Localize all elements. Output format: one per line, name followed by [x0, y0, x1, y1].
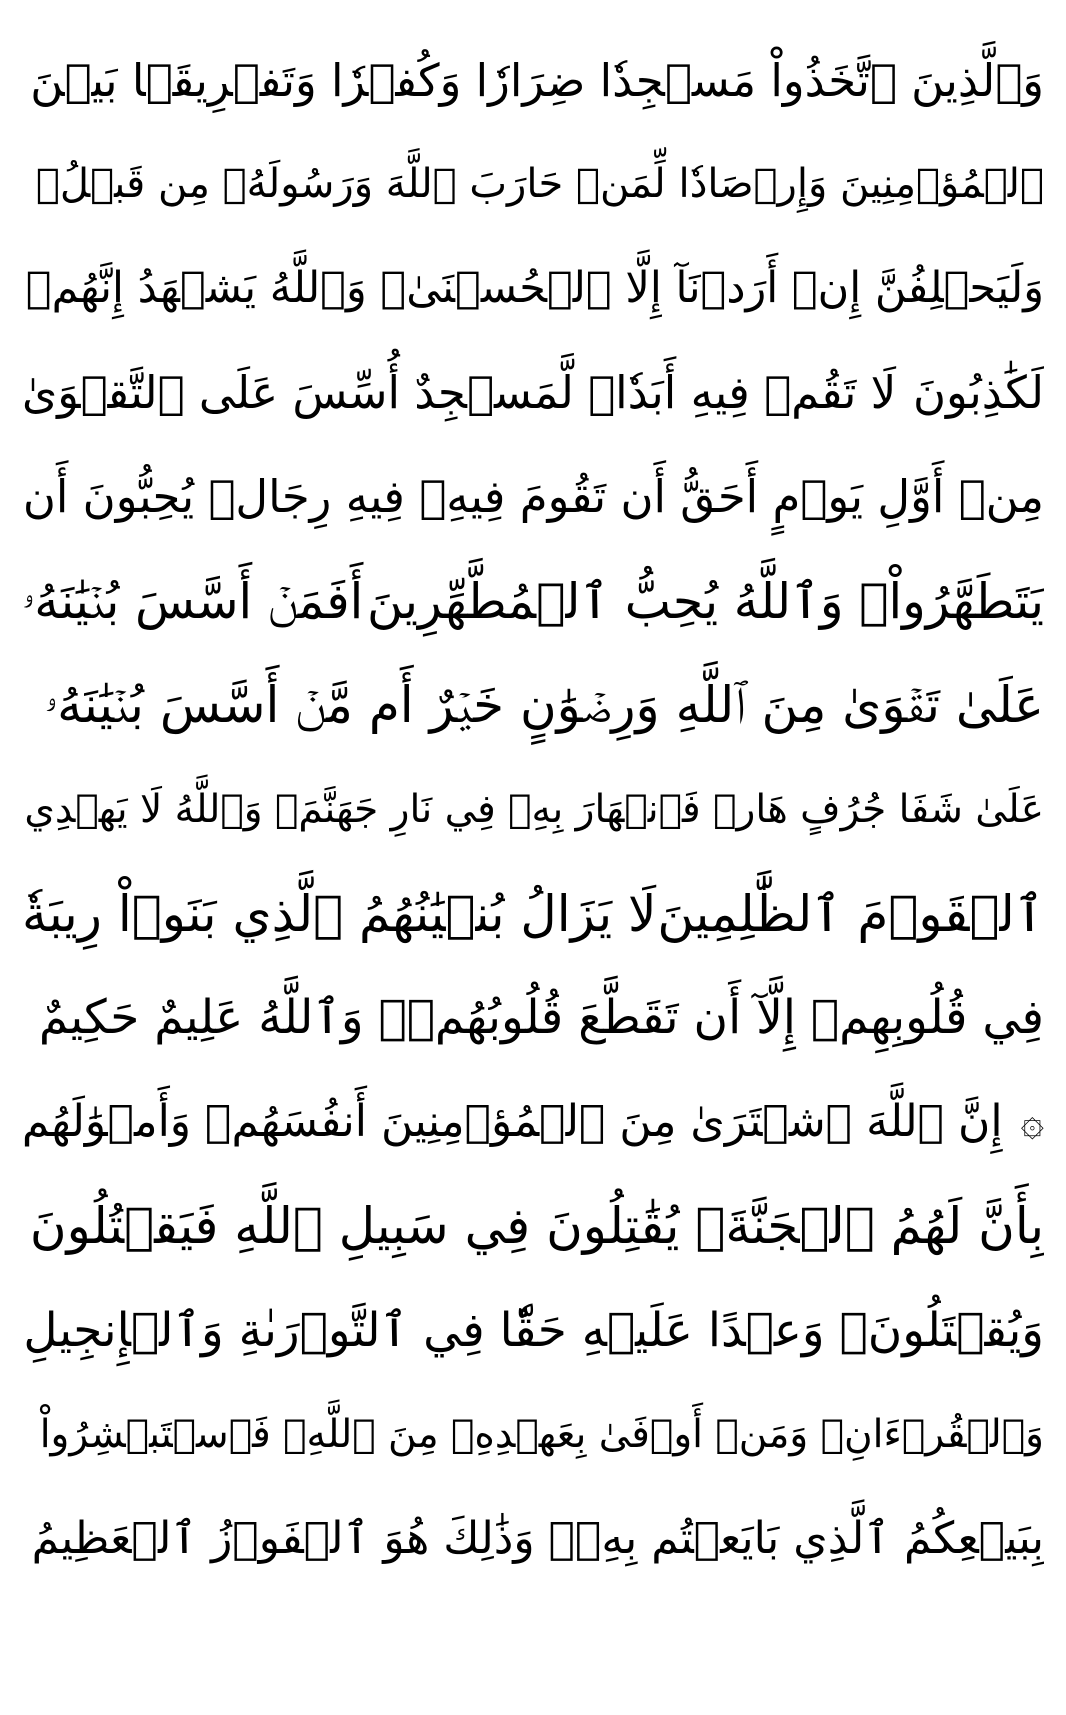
verse-start-segment: لَا يَزَالُ بُنۡيَٰنُهُمُ ٱلَّذِي بَنَوۡاْ رِيبَةٗ: [22, 884, 657, 943]
line-text: مِنۡ أَوَّلِ يَوۡمٍ أَحَقُّ أَن تَقُومَ فِيهِۚ فِيهِ رِجَالٞ يُحِبُّونَ أَن: [22, 470, 1044, 524]
verse-start-segment: أَفَمَنۡ أَسَّسَ بُنۡيَٰنَهُۥ: [22, 572, 364, 630]
line-text: بِبَيۡعِكُمُ ٱلَّذِي بَايَعۡتُم بِهِۦۚ وَذَٰلِكَ هُوَ ٱلۡفَوۡزُ ٱلۡعَظِيمُ: [31, 1512, 1044, 1564]
line-text: ٱلۡمُؤۡمِنِينَ وَإِرۡصَادٗا لِّمَنۡ حَارَبَ ٱللَّهَ وَرَسُولَهُۥ مِن قَبۡلُۚ: [35, 161, 1044, 208]
text-line-7: [22, 653, 1044, 757]
text-line-4: [22, 341, 1044, 445]
text-line-11: [22, 1070, 1044, 1174]
text-line-9: [22, 862, 1044, 966]
text-line-10: [22, 966, 1044, 1070]
text-line-15: [22, 1487, 1044, 1591]
verse-end-segment: يَتَطَهَّرُواْۚ وَٱللَّهُ يُحِبُّ ٱلۡمُطَّهِّرِينَ: [367, 572, 1044, 630]
text-line-2: [22, 132, 1044, 236]
line-text: عَلَىٰ تَقۡوَىٰ مِنَ ٱللَّهِ وَرِضۡوَٰنٍ خَيۡرٌ أَم مَّنۡ أَسَّسَ بُنۡيَٰنَهُۥ: [44, 676, 1044, 735]
line-text: وَٱلۡقُرۡءَانِۚ وَمَنۡ أَوۡفَىٰ بِعَهۡدِهِۦ مِنَ ٱللَّهِۚ فَٱسۡتَبۡشِرُواْ: [39, 1412, 1044, 1458]
hizb-marker-icon: ۞: [1020, 1098, 1044, 1145]
text-line-6: [22, 549, 1044, 653]
verse-end-segment: ٱلۡقَوۡمَ ٱلظَّٰلِمِينَ: [657, 884, 1044, 943]
line-text: فِي قُلُوبِهِمۡ إِلَّآ أَن تَقَطَّعَ قُلُوبُهُمۡۗ وَٱللَّهُ عَلِيمٌ حَكِيمٌ: [38, 990, 1044, 1046]
text-line-1: [22, 28, 1044, 132]
line-text: وَٱلَّذِينَ ٱتَّخَذُواْ مَسۡجِدٗا ضِرَارٗا وَكُفۡرٗا وَتَفۡرِيقَۢا بَيۡنَ: [30, 53, 1044, 107]
line-text: بِأَنَّ لَهُمُ ٱلۡجَنَّةَۚ يُقَٰتِلُونَ فِي سَبِيلِ ٱللَّهِ فَيَقۡتُلُونَ: [29, 1197, 1044, 1256]
text-line-14: [22, 1382, 1044, 1486]
text-line-3: [22, 236, 1044, 340]
verse-end-segment: لَكَٰذِبُونَ: [912, 366, 1044, 420]
text-line-13: [22, 1278, 1044, 1382]
line-text: إِنَّ ٱللَّهَ ٱشۡتَرَىٰ مِنَ ٱلۡمُؤۡمِنِينَ أَنفُسَهُمۡ وَأَمۡوَٰلَهُم: [22, 1095, 1003, 1147]
line-text: عَلَىٰ شَفَا جُرُفٍ هَارٖ فَٱنۡهَارَ بِهِۦ فِي نَارِ جَهَنَّمَۗ وَٱللَّهُ لَا يَهۡدِي: [24, 786, 1044, 832]
text-line-8: [22, 757, 1044, 861]
text-line-5: [22, 445, 1044, 549]
line-text: وَلَيَحۡلِفُنَّ إِنۡ أَرَدۡنَآ إِلَّا ٱلۡحُسۡنَىٰۖ وَٱللَّهُ يَشۡهَدُ إِنَّهُمۡ: [25, 262, 1044, 313]
line-text: وَيُقۡتَلُونَۖ وَعۡدًا عَلَيۡهِ حَقّٗا فِي ٱلتَّوۡرَىٰةِ وَٱلۡإِنجِيلِ: [23, 1302, 1044, 1358]
text-line-12: [22, 1174, 1044, 1278]
verse-start-segment: لَا تَقُمۡ فِيهِ أَبَدٗاۚ لَّمَسۡجِدٌ أُسِّسَ عَلَى ٱلتَّقۡوَىٰ: [22, 366, 897, 420]
